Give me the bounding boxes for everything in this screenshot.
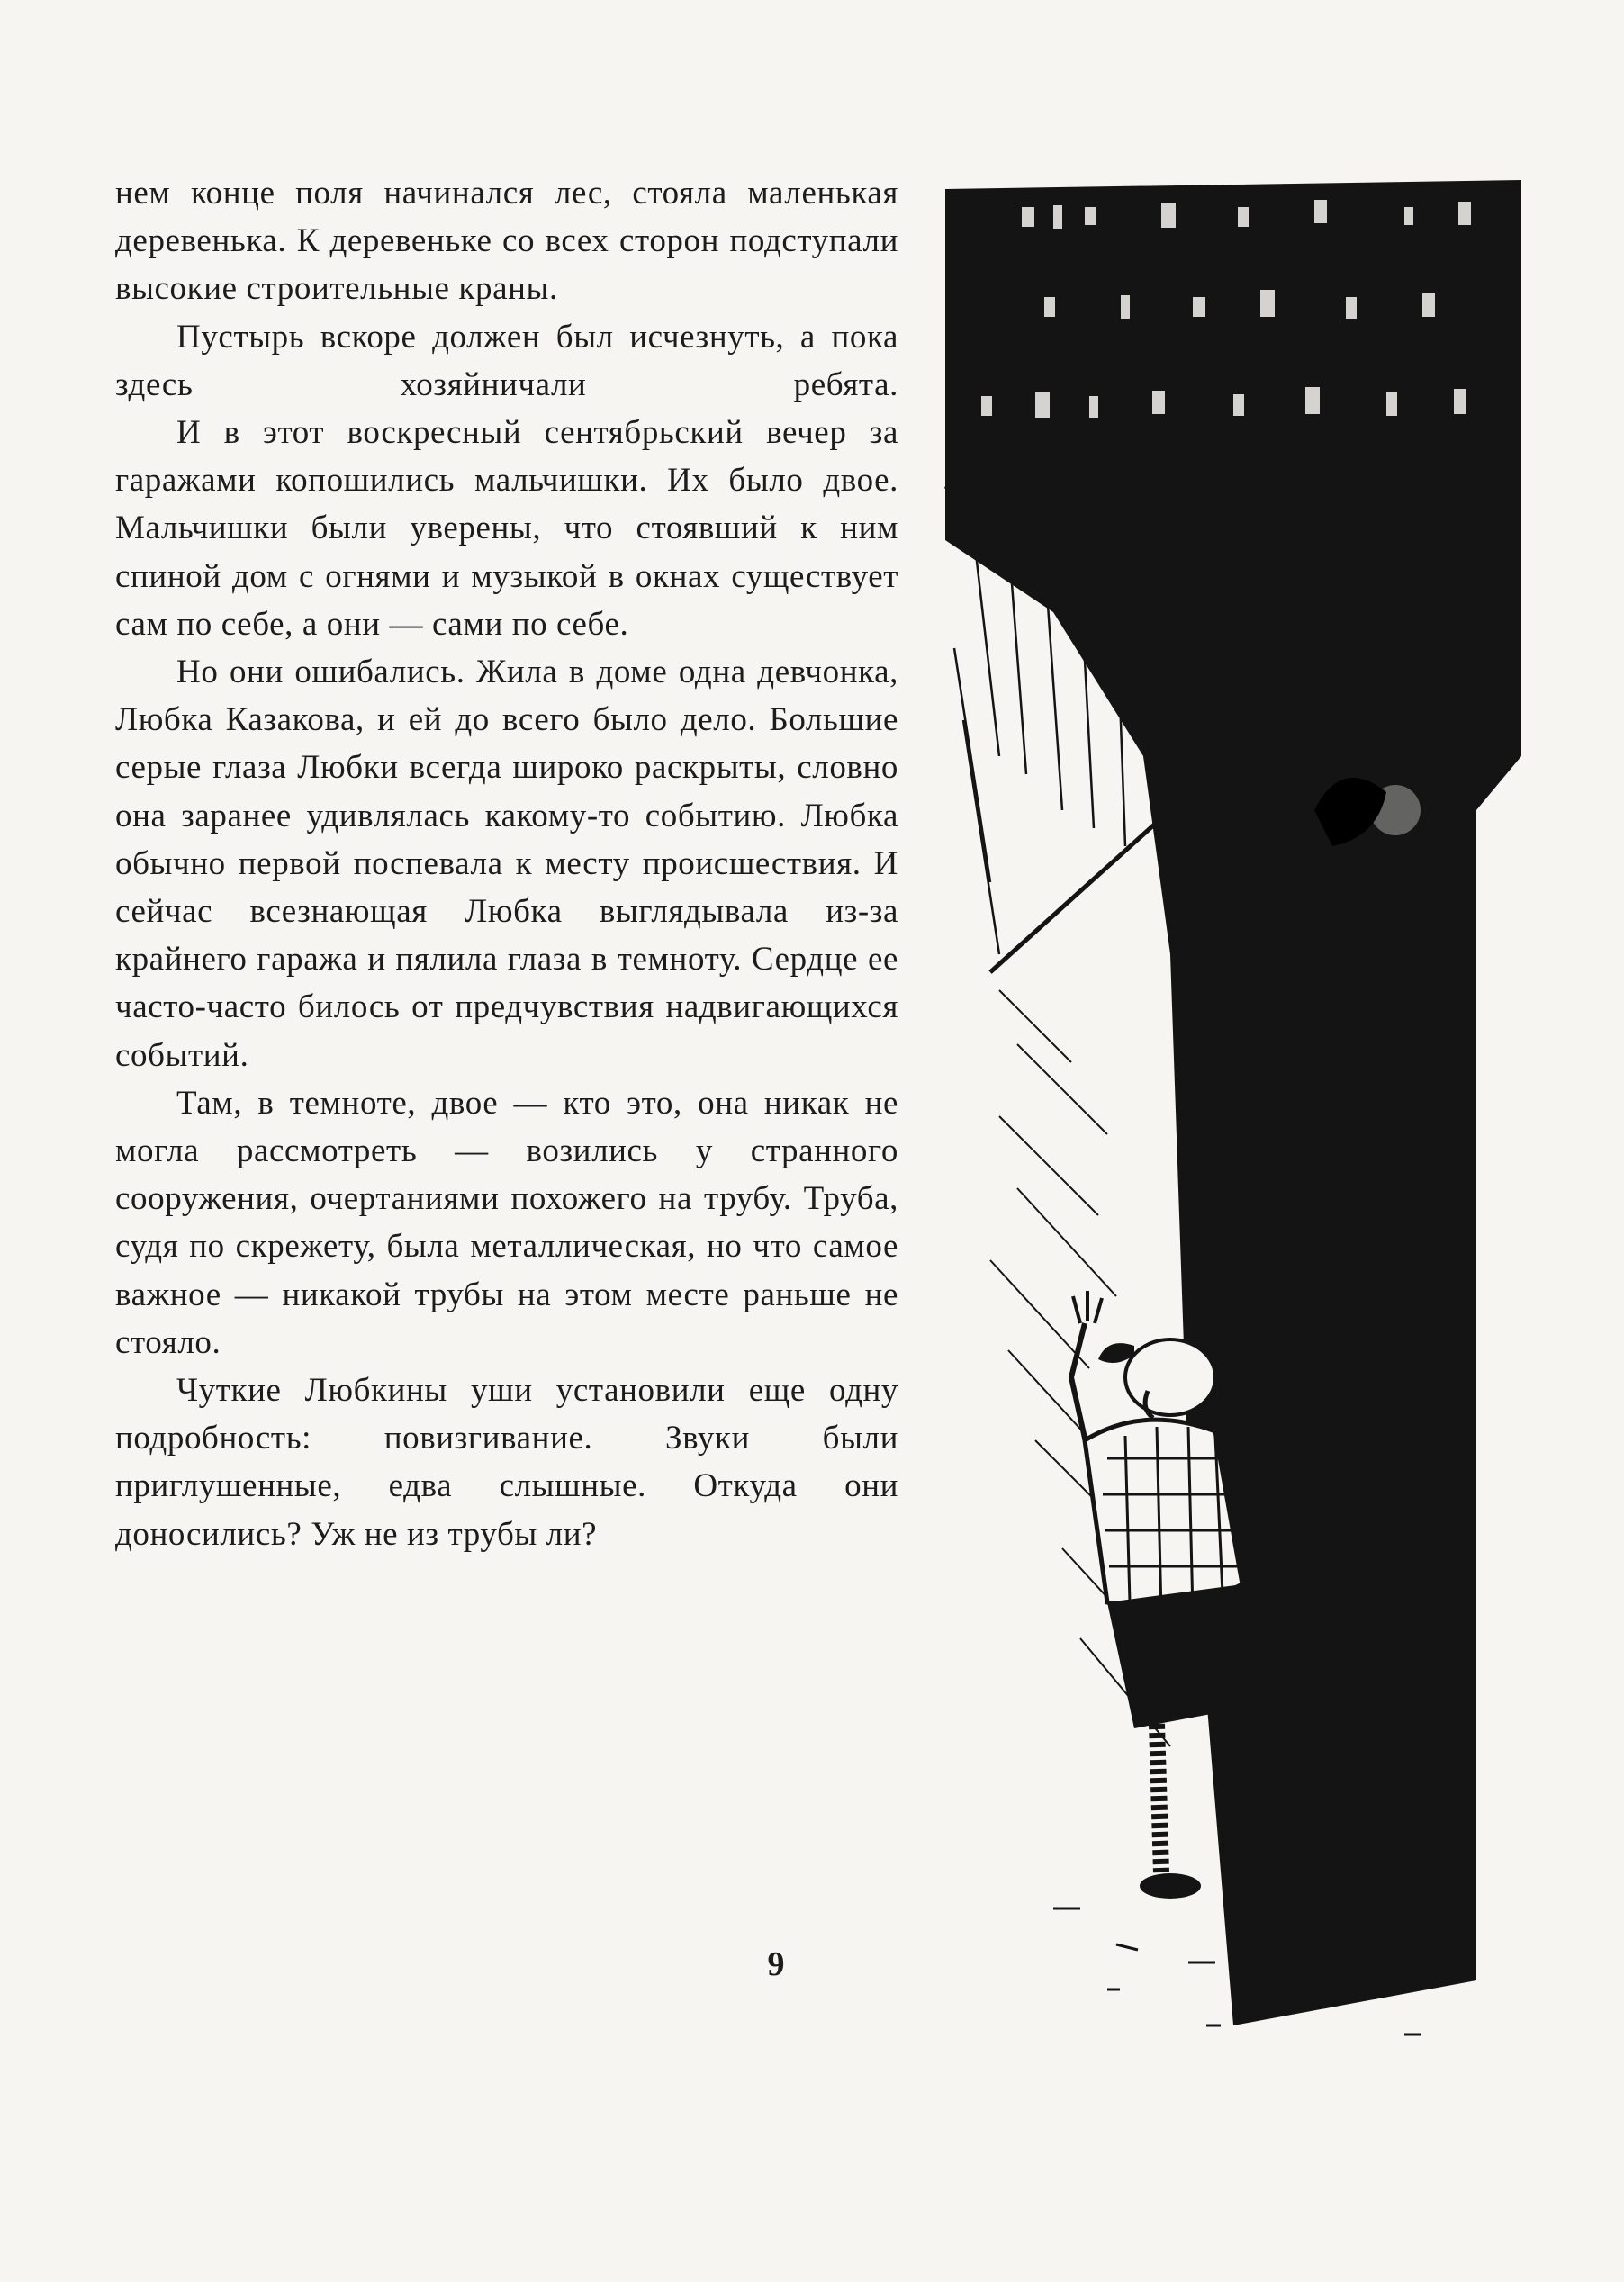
paragraph-4: Но они ошибались. Жила в доме одна девчонка, Любка Казакова, и ей до всего было дело. Большие серые глаза Любки всегда широко раскрыты, словно она заранее удивлялась какому-то событию. Любка обычно первой поспевала к месту происшествия. И сейчас всезнающая Любка выглядывала из-за крайнего гаража и пялила глаза в темноту. Сердце ее часто-часто билось от предчувствия надвигающихся событий. (115, 654, 898, 1074)
paragraph-5: Там, в темноте, двое — кто это, она никак не могла рассмотреть — возились у странного сооружения, очертаниями похожего на трубу. Труба, судя по скрежету, была металлическая, но что самое важное — никакой трубы на этом месте раньше не стояло. (115, 1084, 898, 1361)
paragraph-3: И в этот воскресный сентябрьский вечер за гаражами копошились мальчишки. Их было двое. Мальчишки были уверены, что стоявший к ним спиной дом с огнями и музыкой в окнах существует сам по себе, а они — сами по себе. (115, 414, 898, 643)
illustration (936, 180, 1557, 2097)
body-text (115, 169, 898, 1558)
paragraph-6: Чуткие Любкины уши установили еще одну подробность: повизгивание. Звуки были приглушенные, едва слышные. Откуда они доносились? Уж не из трубы ли? (115, 1372, 898, 1553)
night-scene-drawing (936, 180, 1557, 2097)
paragraph-1: нем конце поля начинался лес, стояла маленькая деревенька. К деревеньке со всех сторон подступали высокие строительные краны. (115, 175, 898, 308)
paragraph-2: Пустырь вскоре должен был исчезнуть, а пока здесь хозяйничали ребята. (115, 318, 898, 403)
page-number: 9 (767, 1945, 785, 1983)
